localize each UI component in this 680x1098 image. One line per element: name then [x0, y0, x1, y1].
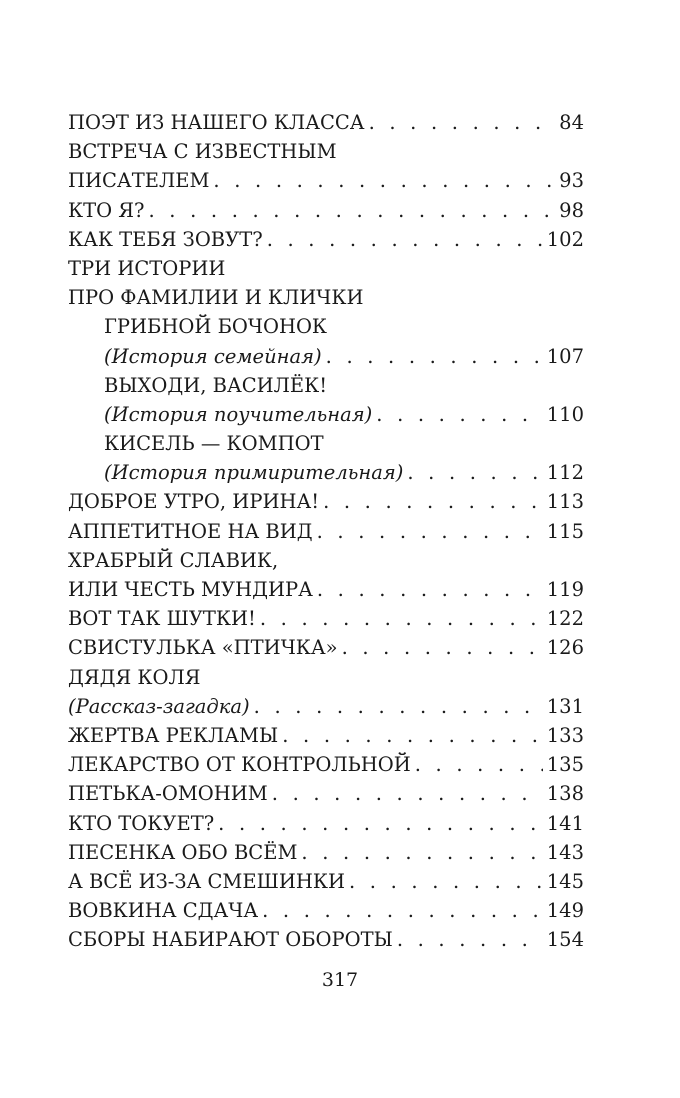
toc-dot-leader	[218, 809, 543, 838]
toc-entry-page: 102	[546, 227, 584, 251]
toc-entry	[68, 166, 584, 195]
toc-entry	[68, 838, 584, 867]
toc-entry	[68, 458, 584, 487]
toc-entry-title: (История семейная)	[104, 344, 322, 368]
toc-entry-title: ВЫХОДИ, ВАСИЛЁК!	[104, 373, 328, 397]
toc-entry-title: АППЕТИТНОЕ НА ВИД	[68, 519, 313, 543]
toc-entry-title: А ВСЁ ИЗ-ЗА СМЕШИНКИ	[68, 869, 345, 893]
toc-entry-title: КИСЕЛЬ — КОМПОТ	[104, 432, 324, 456]
toc-entry-title: ДЯДЯ КОЛЯ	[68, 665, 201, 689]
toc-entry	[68, 137, 584, 166]
toc-entry-title: ТРИ ИСТОРИИ	[68, 256, 226, 280]
toc-dot-leader	[213, 166, 555, 195]
toc-entry-page: 98	[559, 198, 584, 222]
toc-entry-title: ХРАБРЫЙ СЛАВИК,	[68, 548, 279, 572]
toc-entry	[68, 896, 584, 925]
toc-dot-leader	[415, 750, 543, 779]
toc-entry	[68, 925, 584, 954]
toc-entry	[68, 283, 584, 312]
toc-entry-title: СБОРЫ НАБИРАЮТ ОБОРОТЫ	[68, 928, 393, 952]
toc-dot-leader	[282, 721, 543, 750]
toc-entry-page: 115	[546, 519, 584, 543]
toc-entry-title: ЖЕРТВА РЕКЛАМЫ	[68, 723, 279, 747]
toc-entry-page: 131	[546, 694, 584, 718]
toc-entry	[68, 750, 584, 779]
toc-entry-page: 93	[559, 169, 584, 193]
toc-entry-title: ПЕСЕНКА ОБО ВСЁМ	[68, 840, 298, 864]
toc-dot-leader	[301, 838, 542, 867]
toc-entry	[68, 254, 584, 283]
toc-entry	[68, 663, 584, 692]
toc-entry-page: 107	[546, 344, 584, 368]
toc-entry-title: ПЕТЬКА-ОМОНИМ	[68, 782, 268, 806]
toc-dot-leader	[326, 342, 543, 371]
toc-entry-title: ВСТРЕЧА С ИЗВЕСТНЫМ	[68, 140, 337, 164]
toc-entry	[68, 429, 584, 458]
toc-entry	[68, 108, 584, 137]
toc-entry-title: ПРО ФАМИЛИИ И КЛИЧКИ	[68, 286, 364, 310]
toc-entry-title: (Рассказ-загадка)	[68, 694, 250, 718]
toc-entry-page: 126	[546, 636, 584, 660]
toc-entry	[68, 809, 584, 838]
toc-entry	[68, 400, 584, 429]
toc-entry-title: ПОЭТ ИЗ НАШЕГО КЛАССА	[68, 111, 365, 134]
toc-entry-title: ПИСАТЕЛЕМ	[68, 169, 210, 193]
toc-entry-page: 138	[546, 782, 584, 806]
toc-entry-page: 113	[546, 490, 584, 514]
toc-entry	[68, 867, 584, 896]
toc-entry-page: 154	[546, 928, 584, 952]
toc-entry	[68, 546, 584, 575]
toc-dot-leader	[369, 108, 556, 137]
toc-entry-page: 133	[546, 723, 584, 747]
toc-dot-leader	[342, 633, 543, 662]
toc-entry	[68, 225, 584, 254]
toc-entry-page: 112	[546, 461, 584, 485]
toc-dot-leader	[254, 692, 543, 721]
toc-entry	[68, 604, 584, 633]
toc-dot-leader	[397, 925, 543, 954]
toc-entry-page: 135	[546, 753, 584, 777]
toc-entry	[68, 487, 584, 516]
toc-entry-title: (История поучительная)	[104, 402, 373, 426]
toc-entry-title: ВОТ ТАК ШУТКИ!	[68, 607, 256, 631]
toc-entry-title: (История примирительная)	[104, 461, 404, 485]
toc-dot-leader	[317, 517, 543, 546]
table-of-contents	[68, 108, 584, 954]
toc-entry-page: 110	[546, 402, 584, 426]
toc-entry-page: 122	[546, 607, 584, 631]
toc-entry	[68, 342, 584, 371]
toc-entry	[68, 692, 584, 721]
toc-entry-title: КТО Я?	[68, 198, 145, 222]
toc-entry	[68, 575, 584, 604]
toc-dot-leader	[262, 896, 543, 925]
toc-entry-page: 145	[546, 869, 584, 893]
toc-dot-leader	[376, 400, 542, 429]
toc-entry-title: ЛЕКАРСТВО ОТ КОНТРОЛЬНОЙ	[68, 753, 411, 777]
toc-entry	[68, 517, 584, 546]
toc-dot-leader	[272, 779, 543, 808]
toc-entry-title: КАК ТЕБЯ ЗОВУТ?	[68, 227, 263, 251]
page-number: 317	[321, 969, 359, 991]
toc-entry-title: КТО ТОКУЕТ?	[68, 811, 215, 835]
toc-entry	[68, 633, 584, 662]
toc-entry	[68, 371, 584, 400]
toc-dot-leader	[349, 867, 543, 896]
toc-dot-leader	[323, 487, 543, 516]
toc-entry	[68, 779, 584, 808]
toc-entry-title: ИЛИ ЧЕСТЬ МУНДИРА	[68, 578, 313, 601]
toc-entry-title: ГРИБНОЙ БОЧОНОК	[104, 315, 328, 339]
toc-dot-leader	[149, 196, 556, 225]
toc-dot-leader	[267, 225, 543, 254]
toc-entry-page: 143	[546, 840, 584, 864]
toc-entry	[68, 312, 584, 341]
toc-entry-title: ВОВКИНА СДАЧА	[68, 899, 259, 923]
toc-entry	[68, 721, 584, 750]
toc-dot-leader	[407, 458, 542, 487]
toc-entry-page: 141	[546, 811, 584, 835]
toc-entry-page: 119	[546, 578, 584, 601]
toc-entry	[68, 196, 584, 225]
toc-entry-page: 149	[546, 899, 584, 923]
toc-entry-title: СВИСТУЛЬКА «ПТИЧКА»	[68, 636, 338, 660]
toc-dot-leader	[260, 604, 543, 633]
toc-entry-page: 84	[559, 111, 584, 134]
toc-entry-title: ДОБРОЕ УТРО, ИРИНА!	[68, 490, 320, 514]
toc-dot-leader	[317, 575, 543, 604]
